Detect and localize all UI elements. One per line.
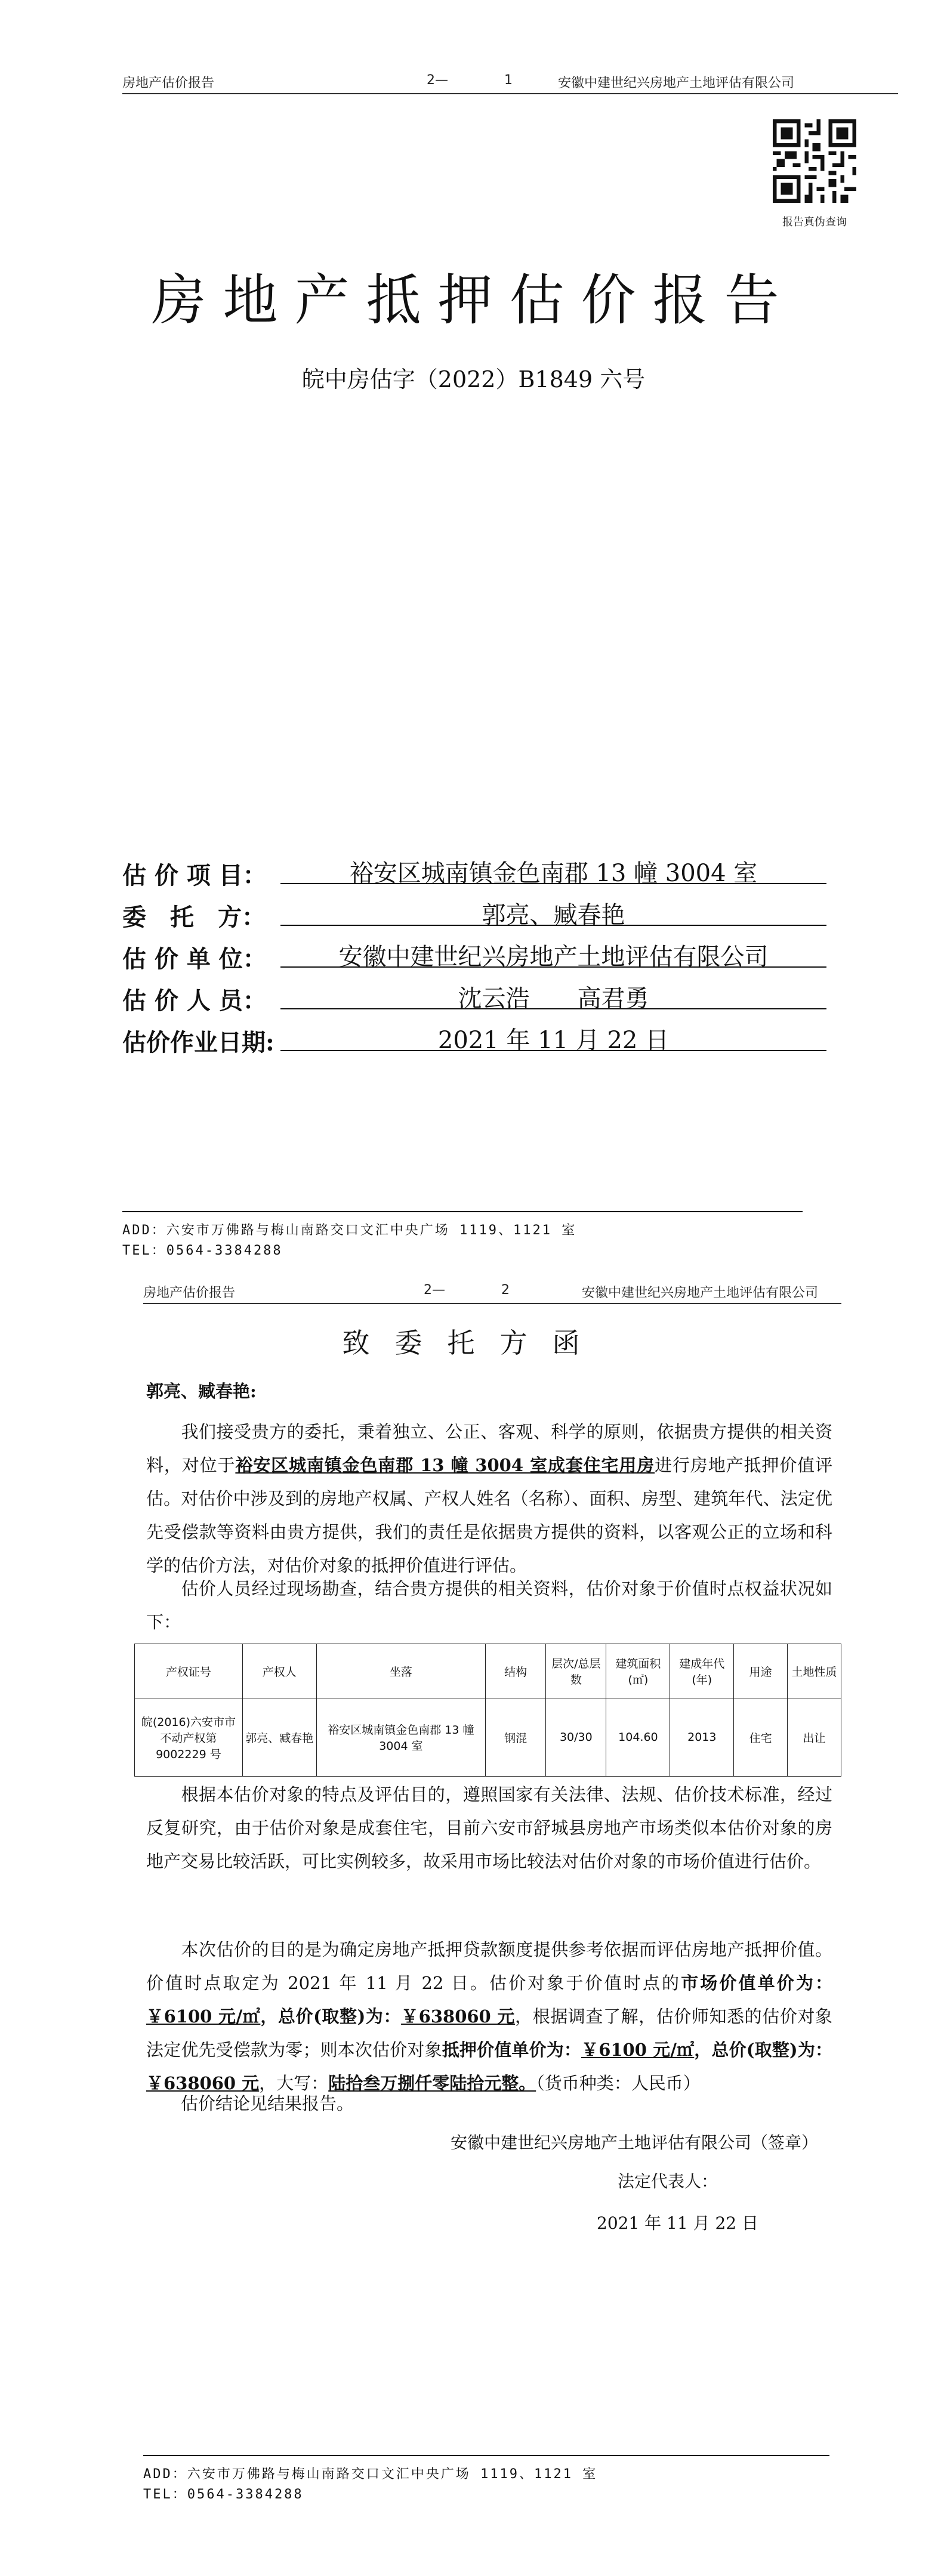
info-row-date [122,1020,826,1062]
table-row [135,1698,841,1777]
page-footer [143,2455,829,2505]
header-rule [122,93,898,94]
survey-text: 估价人员经过现场勘查，结合贵方提供的相关资料，估价对象于价值时点权益状况如下： [146,1579,832,1632]
addressee: 郭亮、臧春艳: [146,1381,257,1401]
market-unit-label: 市场价值单价为： [681,1973,832,1993]
method-text: 根据本估价对象的特点及评估目的，遵照国家有关法律、法规、估价技术标准，经过反复研究，由于估价对象是成套住宅，目前六安市舒城县房地产市场类似本估价对象的房地产交易比较活跃，可比实例较多，故采用市场比较法对估价对象的市场价值进行估价。 [146,1784,832,1871]
mortgage-unit-label: 抵押价值单价为： [442,2040,582,2060]
qr-caption: 报告真伪查询 [782,216,847,228]
col-header: 产权人 [242,1644,316,1698]
paragraph-intro [146,1415,832,1582]
header-company: 安徽中建世纪兴房地产土地评估有限公司 [558,76,795,91]
conclusion-text: 估价结论见结果报告。 [181,2093,354,2114]
footer-phone: TEL：0564-3384288 [122,1243,283,1258]
footer-rule [143,2455,829,2456]
table-cell: 郭亮、臧春艳 [242,1698,316,1777]
footer-address: ADD：六安市万佛路与梅山南路交口文汇中央广场 1119、1121 室 [122,1223,577,1238]
table-cell: 钢混 [486,1698,546,1777]
signature-date: 2021 年 11 月 22 日 [597,2213,759,2233]
page-header [122,73,898,97]
page-footer [122,1211,803,1261]
mortgage-total-price: ￥638060 元 [146,2073,260,2093]
table-cell: 出让 [788,1698,841,1777]
verification-qr[interactable] [770,119,859,229]
info-label: 估 价 项 目： [122,861,267,889]
info-value: 安徽中建世纪兴房地产土地评估有限公司 [280,938,826,968]
header-page-sub: 2 [501,1283,510,1298]
info-label: 估价作业日期: [122,1028,274,1057]
table-cell: 30/30 [546,1698,606,1777]
paragraph-conclusion [146,2087,832,2120]
letter-to-client-page [0,1283,947,2576]
info-row-appraisers [122,978,826,1020]
footer-rule [122,1211,803,1212]
info-value: 沈云浩 高君勇 [280,980,826,1009]
market-total-price: ￥638060 元 [401,2006,516,2027]
info-value: 2021 年 11 月 22 日 [280,1021,826,1051]
signature-company: 安徽中建世纪兴房地产土地评估有限公司（签章） [451,2133,819,2152]
valuation-text-2: ，根据调查了解，估价师知悉的估价对象法定优先受偿款为零；则本次估价对象 [146,2006,832,2060]
signature-representative: 法定代表人： [618,2172,718,2191]
col-header: 结构 [486,1644,546,1698]
info-value: 裕安区城南镇金色南郡 13 幢 3004 室 [280,854,826,884]
header-page-sub: 1 [504,73,513,88]
col-header: 层次/总层数 [546,1644,606,1698]
footer-phone: TEL：0564-3384288 [143,2487,304,2502]
valuation-text: 本次估价的目的是为确定房地产抵押贷款额度提供参考依据而评估房地产抵押价值。价值时点取定为 2021 年 11 月 22 日。估价对象于价值时点的 [146,1939,832,1993]
table-cell: 皖(2016)六安市市不动产权第 9002229 号 [135,1698,243,1777]
info-row-appraiser-unit [122,937,826,978]
header-report-name: 房地产估价报告 [122,76,215,91]
intro-text-cont: 进行房地产抵押价值评估。对估价中涉及到的房地产权属、产权人姓名（名称）、面积、房型、建筑年代、法定优先受偿款等资料由贵方提供，我们的责任是依据贵方提供的资料，以客观公正的立场和科学的估价方法，对估价对象的抵押价值进行评估。 [146,1455,832,1576]
info-row-project [122,853,826,895]
col-header: 建成年代(年) [670,1644,734,1698]
market-unit-price: ￥6100 元/㎡ [146,2006,261,2027]
info-label: 委 托 方： [122,903,266,931]
header-company: 安徽中建世纪兴房地产土地评估有限公司 [582,1286,819,1301]
page-header [143,1283,841,1306]
col-header: 建筑面积(㎡) [606,1644,670,1698]
report-info [122,853,826,1062]
info-value: 郭亮、臧春艳 [280,896,826,926]
property-table [134,1644,841,1777]
paragraph-valuation [146,1933,832,2100]
paragraph-method [146,1778,832,1878]
property-highlight: 裕安区城南镇金色南郡 13 幢 3004 室成套住宅用房 [235,1455,655,1475]
info-label: 估 价 人 员： [122,987,267,1015]
col-header: 土地性质 [788,1644,841,1698]
paragraph-survey [146,1572,832,1639]
table-cell: 104.60 [606,1698,670,1777]
table-cell: 裕安区城南镇金色南郡 13 幢 3004 室 [316,1698,485,1777]
market-total-label: ，总价(取整)为： [260,2006,402,2027]
header-page-number: 2— [424,1283,445,1298]
mortgage-total-label: ，总价(取整)为： [694,2040,832,2060]
letter-title: 致委托方函 [342,1327,605,1359]
footer-address: ADD：六安市万佛路与梅山南路交口文汇中央广场 1119、1121 室 [143,2467,598,2482]
amount-in-words: 陆拾叁万捌仟零陆拾元整。 [328,2073,536,2093]
col-header: 用途 [734,1644,788,1698]
header-rule [143,1303,841,1304]
info-label: 估 价 单 位： [122,945,267,973]
table-header-row [135,1644,841,1698]
header-page-number: 2— [427,73,448,88]
currency-note: （货币种类：人民币） [536,2073,701,2093]
report-title: 房地产抵押估价报告 [151,268,796,332]
header-report-name: 房地产估价报告 [143,1286,236,1301]
col-header: 坐落 [316,1644,485,1698]
report-cover-page [0,0,947,1283]
mortgage-unit-price: ￥6100 元/㎡ [581,2040,695,2060]
intro-text: 我们接受贵方的委托，秉着独立、公正、客观、科学的原则，依据贵方提供的相关资料，对位于 [146,1422,832,1475]
document-number: 皖中房估字（2022）B1849 六号 [301,366,646,393]
table-cell: 住宅 [734,1698,788,1777]
valuation-text-3: ，大写： [259,2073,329,2093]
info-row-client [122,895,826,937]
qr-code-icon [773,119,856,203]
table-cell: 2013 [670,1698,734,1777]
col-header: 产权证号 [135,1644,243,1698]
